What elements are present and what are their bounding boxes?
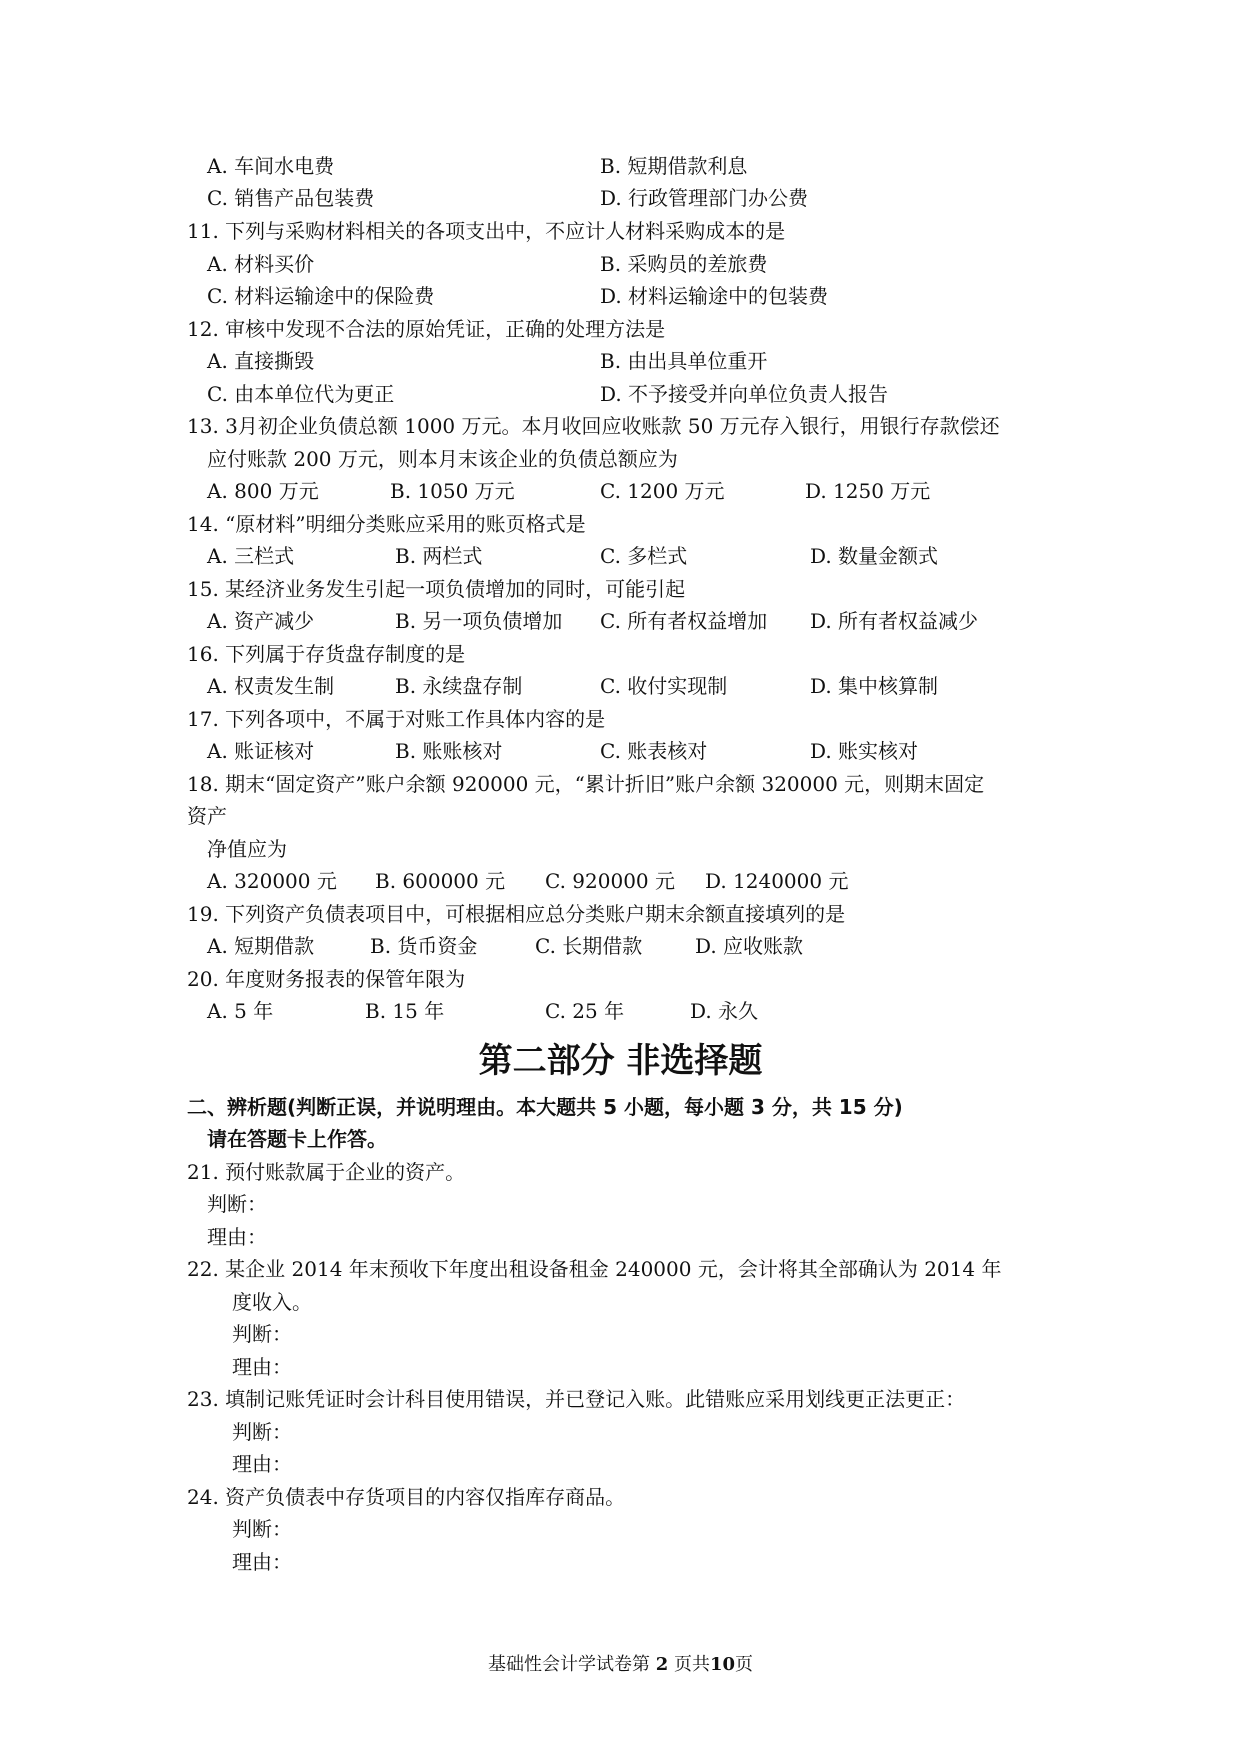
q22-judge-label: 判断： <box>232 1322 292 1346</box>
q13-option-a: A. 800 万元 <box>207 479 319 503</box>
page-footer <box>0 1653 1241 1677</box>
q22-reason-label: 理由： <box>232 1355 292 1379</box>
q14-option-d: D. 数量金额式 <box>810 544 939 568</box>
q19-option-a: A. 短期借款 <box>207 934 315 958</box>
q17-option-b: B. 账账核对 <box>395 739 503 763</box>
q20-option-a: A. 5 年 <box>207 999 274 1023</box>
q10-option-c: C. 销售产品包装费 <box>207 186 375 210</box>
q20-option-b: B. 15 年 <box>365 999 445 1023</box>
q21-stem: 21. 预付账款属于企业的资产。 <box>187 1160 466 1184</box>
q17-option-c: C. 账表核对 <box>600 739 708 763</box>
q19-option-d: D. 应收账款 <box>695 934 804 958</box>
q23-stem: 23. 填制记账凭证时会计科目使用错误，并已登记入账。此错账应采用划线更正法更正： <box>187 1387 966 1411</box>
q15-option-a: A. 资产减少 <box>207 609 315 633</box>
q10-option-d: D. 行政管理部门办公费 <box>600 186 809 210</box>
q19-option-b: B. 货币资金 <box>370 934 478 958</box>
footer-middle: 页共 <box>673 1654 710 1675</box>
part2-instruction: 请在答题卡上作答。 <box>207 1127 387 1151</box>
q14-option-c: C. 多栏式 <box>600 544 688 568</box>
q16-option-b: B. 永续盘存制 <box>395 674 523 698</box>
q16-option-a: A. 权责发生制 <box>207 674 335 698</box>
q11-option-a: A. 材料买价 <box>207 252 315 276</box>
q12-stem: 12. 审核中发现不合法的原始凭证，正确的处理方法是 <box>187 317 666 341</box>
q15-option-d: D. 所有者权益减少 <box>810 609 979 633</box>
q10-option-b: B. 短期借款利息 <box>600 154 748 178</box>
q19-option-c: C. 长期借款 <box>535 934 643 958</box>
q24-reason-label: 理由： <box>232 1550 292 1574</box>
q20-option-c: C. 25 年 <box>545 999 625 1023</box>
q23-judge-label: 判断： <box>232 1420 292 1444</box>
q24-judge-label: 判断： <box>232 1517 292 1541</box>
q11-option-d: D. 材料运输途中的包装费 <box>600 284 829 308</box>
q18-option-b: B. 600000 元 <box>375 869 506 893</box>
q16-option-c: C. 收付实现制 <box>600 674 728 698</box>
q24-stem: 24. 资产负债表中存货项目的内容仅指库存商品。 <box>187 1485 626 1509</box>
footer-prefix: 基础性会计学试卷第 <box>487 1654 650 1675</box>
q13-option-b: B. 1050 万元 <box>390 479 515 503</box>
q18-stem-line3: 净值应为 <box>207 837 287 861</box>
q19-stem: 19. 下列资产负债表项目中，可根据相应总分类账户期末余额直接填列的是 <box>187 902 846 926</box>
q11-option-b: B. 采购员的差旅费 <box>600 252 768 276</box>
footer-total-pages: 10 <box>709 1654 736 1675</box>
q11-option-c: C. 材料运输途中的保险费 <box>207 284 435 308</box>
q13-stem-line2: 应付账款 200 万元，则本月末该企业的负债总额应为 <box>207 447 678 471</box>
q14-option-b: B. 两栏式 <box>395 544 483 568</box>
part2-heading: 二、辨析题(判断正误，并说明理由。本大题共 5 小题，每小题 3 分，共 15 分) <box>187 1095 903 1119</box>
q11-stem: 11. 下列与采购材料相关的各项支出中，不应计人材料采购成本的是 <box>187 219 786 243</box>
q18-option-d: D. 1240000 元 <box>705 869 849 893</box>
q12-option-b: B. 由出具单位重开 <box>600 349 768 373</box>
q12-option-d: D. 不予接受并向单位负责人报告 <box>600 382 889 406</box>
footer-page-number: 2 <box>655 1654 669 1675</box>
q12-option-a: A. 直接撕毁 <box>207 349 315 373</box>
q13-option-d: D. 1250 万元 <box>805 479 931 503</box>
q18-option-a: A. 320000 元 <box>207 869 337 893</box>
q20-stem: 20. 年度财务报表的保管年限为 <box>187 967 466 991</box>
q18-stem-line2: 资产 <box>187 804 227 828</box>
q10-option-a: A. 车间水电费 <box>207 154 335 178</box>
section-title: 第二部分 非选择题 <box>478 1041 763 1081</box>
q18-stem-line1: 18. 期末“固定资产”账户余额 920000 元，“累计折旧”账户余额 320000 元，则期末固定 <box>187 772 985 796</box>
q18-option-c: C. 920000 元 <box>545 869 676 893</box>
q12-option-c: C. 由本单位代为更正 <box>207 382 395 406</box>
q16-stem: 16. 下列属于存货盘存制度的是 <box>187 642 466 666</box>
q17-stem: 17. 下列各项中，不属于对账工作具体内容的是 <box>187 707 606 731</box>
q14-option-a: A. 三栏式 <box>207 544 295 568</box>
q23-reason-label: 理由： <box>232 1452 292 1476</box>
q15-stem: 15. 某经济业务发生引起一项负债增加的同时，可能引起 <box>187 577 686 601</box>
q15-option-b: B. 另一项负债增加 <box>395 609 563 633</box>
q17-option-d: D. 账实核对 <box>810 739 919 763</box>
q20-option-d: D. 永久 <box>690 999 759 1023</box>
q14-stem: 14. “原材料”明细分类账应采用的账页格式是 <box>187 512 586 536</box>
q15-option-c: C. 所有者权益增加 <box>600 609 768 633</box>
q22-stem-line2: 度收入。 <box>232 1290 312 1314</box>
footer-suffix: 页 <box>735 1654 754 1675</box>
q13-option-c: C. 1200 万元 <box>600 479 725 503</box>
q21-reason-label: 理由： <box>207 1225 267 1249</box>
q17-option-a: A. 账证核对 <box>207 739 315 763</box>
q22-stem-line1: 22. 某企业 2014 年末预收下年度出租设备租金 240000 元，会计将其全部确认为 2014 年 <box>187 1257 1002 1281</box>
q21-judge-label: 判断： <box>207 1192 267 1216</box>
q16-option-d: D. 集中核算制 <box>810 674 939 698</box>
q13-stem-line1: 13. 3月初企业负债总额 1000 万元。本月收回应收账款 50 万元存入银行，用银行存款偿还 <box>187 414 1000 438</box>
